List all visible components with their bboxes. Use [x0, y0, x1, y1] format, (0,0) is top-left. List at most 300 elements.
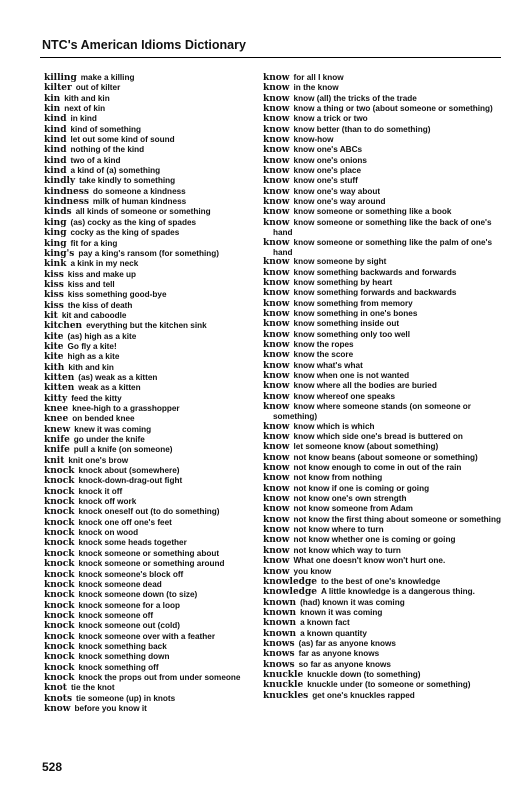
entry-phrase: knock something down — [78, 652, 170, 662]
index-entry — [44, 73, 262, 83]
index-entry — [263, 218, 503, 238]
entry-phrase: do someone a kindness — [92, 186, 186, 196]
entry-phrase: know something forwards and backwards — [293, 288, 457, 298]
index-entry — [44, 559, 262, 569]
entry-phrase: pay a king's ransom (for something) — [78, 248, 220, 258]
entry-phrase: pull a knife (on someone) — [73, 445, 173, 455]
index-entry — [263, 268, 503, 278]
entry-phrase: know (all) the tricks of the trade — [293, 93, 417, 103]
index-entry — [263, 577, 503, 587]
index-entry — [263, 83, 503, 93]
index-entry — [44, 570, 262, 580]
index-entry — [263, 515, 503, 525]
entry-headword: knows — [263, 659, 295, 670]
entry-phrase: know one's place — [293, 166, 361, 176]
entry-phrase: knock the props out from under someone — [78, 672, 241, 682]
entry-phrase: out of kilter — [75, 83, 121, 93]
entry-headword: knock — [44, 548, 75, 559]
index-entry — [44, 590, 262, 600]
index-entry — [263, 494, 503, 504]
entry-headword: killing — [44, 73, 77, 83]
entry-headword: know — [263, 93, 290, 104]
entry-phrase: know a thing or two (about someone or something) — [293, 104, 493, 114]
entry-headword: kite — [44, 331, 64, 342]
entry-phrase: high as a kite — [67, 352, 120, 362]
index-entry — [44, 425, 262, 435]
entry-phrase: knock about (somewhere) — [78, 466, 180, 476]
entry-headword: knock — [44, 610, 75, 621]
entry-headword: know — [263, 350, 290, 361]
entry-phrase: know one's way about — [293, 186, 381, 196]
entry-phrase: cocky as the king of spades — [70, 228, 180, 238]
entry-phrase: know one's way around — [293, 197, 386, 207]
entry-phrase: know where all the bodies are buried — [293, 381, 437, 391]
entry-phrase: make a killing — [80, 73, 135, 82]
entry-phrase: a known fact — [300, 618, 350, 628]
entry-headword: knock — [44, 662, 75, 673]
index-entry — [44, 518, 262, 528]
entry-phrase: knuckle down (to something) — [307, 669, 421, 679]
index-entry — [44, 207, 262, 217]
index-entry — [44, 549, 262, 559]
entry-phrase: knock someone dead — [78, 579, 162, 589]
entry-headword: know — [263, 104, 290, 115]
entry-headword: knit — [44, 455, 65, 466]
index-entry — [44, 156, 262, 166]
entry-headword: knock — [44, 579, 75, 590]
entry-phrase: (as) far as anyone knows — [298, 638, 396, 648]
entry-phrase: let out some kind of sound — [70, 135, 175, 145]
entry-headword: know — [263, 308, 290, 319]
index-entry — [44, 538, 262, 548]
entry-phrase: knock some heads together — [78, 538, 187, 548]
entry-headword: know — [263, 257, 290, 268]
entry-phrase: knock someone or something about — [78, 548, 220, 558]
entry-headword: know — [263, 556, 290, 567]
entry-phrase: not know from nothing — [293, 473, 383, 483]
entry-phrase: knock-down-drag-out fight — [78, 476, 183, 486]
index-entry — [263, 649, 503, 659]
entry-headword: knots — [44, 693, 73, 704]
index-entry — [44, 642, 262, 652]
entry-phrase: know something backwards and forwards — [293, 267, 457, 277]
index-entry — [44, 632, 262, 642]
entry-phrase: kiss and make up — [67, 269, 137, 279]
entry-headword: know — [263, 421, 290, 432]
entry-headword: know — [263, 329, 290, 340]
index-entry — [44, 476, 262, 486]
index-entry — [263, 135, 503, 145]
entry-headword: know — [263, 504, 290, 515]
entry-phrase: feed the kitty — [71, 393, 122, 403]
index-entry — [263, 432, 503, 442]
entry-phrase: knuckle under (to someone or something) — [307, 680, 471, 690]
index-entry — [44, 414, 262, 424]
entry-phrase: get one's knuckles rapped — [312, 690, 415, 700]
entry-headword: known — [263, 607, 297, 618]
entry-headword: know — [263, 514, 290, 525]
entry-headword: kitten — [44, 372, 75, 383]
entry-phrase: far as anyone knows — [298, 649, 380, 659]
entry-headword: kind — [44, 166, 67, 177]
entry-headword: know — [263, 319, 290, 330]
index-entry — [263, 504, 503, 514]
entry-headword: know — [263, 176, 290, 187]
entry-headword: knowledge — [263, 587, 317, 598]
index-entry — [44, 373, 262, 383]
entry-headword: kind — [44, 124, 67, 135]
index-entry — [263, 319, 503, 329]
entry-headword: kinds — [44, 207, 72, 218]
entry-phrase: knock someone off — [78, 610, 154, 620]
entry-phrase: knit one's brow — [68, 455, 129, 465]
index-entry — [44, 683, 262, 693]
entry-phrase: What one doesn't know won't hurt one. — [293, 556, 446, 566]
entry-phrase: know the score — [293, 350, 354, 360]
index-entry — [44, 145, 262, 155]
entry-headword: kindness — [44, 197, 89, 208]
entry-headword: know — [263, 339, 290, 350]
index-entry — [263, 278, 503, 288]
index-entry — [44, 497, 262, 507]
entry-phrase: know the ropes — [293, 339, 354, 349]
entry-headword: know — [263, 166, 290, 177]
entry-headword: know — [263, 535, 290, 546]
index-entry — [263, 288, 503, 298]
entry-headword: knock — [44, 569, 75, 580]
entry-headword: kindly — [44, 176, 76, 187]
entry-phrase: weak as a kitten — [78, 383, 141, 393]
entry-headword: kite — [44, 352, 64, 363]
index-entry — [263, 691, 503, 701]
entry-phrase: Go fly a kite! — [67, 341, 117, 351]
entry-phrase: to the best of one's knowledge — [321, 576, 441, 586]
index-entry — [263, 546, 503, 556]
index-entry — [263, 381, 503, 391]
left-column — [44, 73, 262, 714]
entry-headword: know — [263, 360, 290, 371]
entry-headword: knock — [44, 631, 75, 642]
entry-phrase: knock someone out (cold) — [78, 621, 180, 631]
entry-phrase: (had) known it was coming — [300, 597, 405, 607]
entry-headword: kind — [44, 135, 67, 146]
entry-headword: kindness — [44, 186, 89, 197]
entry-phrase: know which side one's bread is buttered on — [293, 432, 463, 442]
index-entry — [44, 601, 262, 611]
index-entry — [263, 525, 503, 535]
entry-phrase: know something by heart — [293, 277, 393, 287]
index-entry — [263, 125, 503, 135]
entry-phrase: not know if one is coming or going — [293, 483, 430, 493]
entry-headword: kiss — [44, 269, 64, 280]
entry-phrase: A little knowledge is a dangerous thing. — [321, 587, 475, 597]
index-entry — [263, 350, 503, 360]
entry-headword: knock — [44, 476, 75, 487]
entry-phrase: kit and caboodle — [61, 310, 127, 320]
index-entry — [44, 704, 262, 714]
entry-headword: kiss — [44, 300, 64, 311]
index-entry — [263, 567, 503, 577]
entry-phrase: know something inside out — [293, 319, 400, 329]
entry-phrase: kith and kin — [68, 362, 114, 372]
index-entry — [44, 694, 262, 704]
entry-phrase: knock one off one's feet — [78, 517, 172, 527]
entry-phrase: in kind — [70, 114, 97, 124]
entry-headword: knock — [44, 507, 75, 518]
index-entry — [263, 176, 503, 186]
entry-headword: kite — [44, 341, 64, 352]
entry-phrase: knock someone for a loop — [78, 600, 180, 610]
entry-headword: knife — [44, 445, 70, 456]
index-entry — [263, 156, 503, 166]
entry-headword: knuckles — [263, 690, 309, 701]
entry-phrase: knock something back — [78, 641, 167, 651]
entry-headword: know — [263, 135, 290, 146]
entry-phrase: kiss and tell — [67, 279, 115, 289]
entry-headword: know — [263, 267, 290, 278]
entry-headword: know — [263, 186, 290, 197]
index-entry — [44, 652, 262, 662]
index-entry — [44, 197, 262, 207]
entry-headword: know — [263, 463, 290, 474]
entry-phrase: know someone or something like the back of one's hand — [273, 217, 492, 238]
index-entry — [263, 402, 503, 422]
index-entry — [44, 321, 262, 331]
index-entry — [44, 104, 262, 114]
index-entry — [44, 445, 262, 455]
entry-phrase: know someone or something like a book — [293, 207, 452, 217]
index-entry — [263, 473, 503, 483]
index-entry — [263, 299, 503, 309]
entry-phrase: know someone or something like the palm of one's hand — [273, 237, 493, 257]
entry-headword: kind — [44, 145, 67, 156]
index-entry — [263, 238, 503, 258]
index-entry — [263, 197, 503, 207]
index-entry — [44, 466, 262, 476]
index-entry — [263, 371, 503, 381]
index-entry — [44, 663, 262, 673]
entry-headword: knock — [44, 600, 75, 611]
entry-phrase: tie someone (up) in knots — [76, 693, 176, 703]
entry-phrase: knock off work — [78, 497, 137, 507]
entry-headword: know — [263, 494, 290, 505]
entry-headword: kitten — [44, 383, 75, 394]
entry-phrase: for all I know — [293, 73, 344, 82]
entry-headword: knows — [263, 638, 295, 649]
entry-headword: kitty — [44, 393, 68, 404]
entry-phrase: know someone by sight — [293, 257, 387, 267]
entry-headword: knock — [44, 672, 75, 683]
entry-phrase: know-how — [293, 135, 334, 145]
index-entry — [263, 207, 503, 217]
index-entry — [44, 114, 262, 124]
index-entry — [263, 94, 503, 104]
index-entry — [44, 270, 262, 280]
entry-headword: knee — [44, 404, 69, 414]
index-entry — [44, 94, 262, 104]
index-entry — [263, 587, 503, 597]
index-entry — [44, 528, 262, 538]
index-entry — [263, 104, 503, 114]
entry-phrase: know one's onions — [293, 155, 367, 165]
entry-phrase: know where someone stands (on someone or something) — [273, 402, 471, 422]
index-entry — [263, 392, 503, 402]
entry-phrase: not know one's own strength — [293, 494, 407, 504]
index-entry — [44, 218, 262, 228]
index-entry — [44, 487, 262, 497]
entry-phrase: kind of something — [70, 124, 142, 134]
index-entry — [263, 608, 503, 618]
index-entry — [263, 187, 503, 197]
entry-phrase: knock someone over with a feather — [78, 631, 216, 641]
entry-phrase: (as) cocky as the king of spades — [70, 217, 197, 227]
index-entry — [44, 228, 262, 238]
entry-headword: know — [263, 145, 290, 156]
entry-phrase: all kinds of someone or something — [75, 207, 211, 217]
index-entry — [263, 680, 503, 690]
entry-phrase: not know which way to turn — [293, 545, 401, 555]
index-entry — [44, 611, 262, 621]
entry-phrase: knew it was coming — [74, 424, 152, 434]
entry-headword: knife — [44, 435, 70, 446]
index-entry — [44, 342, 262, 352]
entry-headword: knows — [263, 649, 295, 660]
right-column — [263, 73, 503, 701]
entry-phrase: know something from memory — [293, 298, 413, 308]
entry-headword: knock — [44, 528, 75, 539]
entry-phrase: everything but the kitchen sink — [86, 321, 207, 331]
index-entry — [263, 535, 503, 545]
index-entry — [263, 114, 503, 124]
entry-phrase: knock it off — [78, 486, 123, 496]
entry-phrase: knock on wood — [78, 528, 139, 538]
entry-headword: kilter — [44, 83, 72, 94]
entry-phrase: so far as anyone knows — [298, 659, 391, 669]
index-entry — [44, 290, 262, 300]
entry-headword: knock — [44, 621, 75, 632]
entry-phrase: next of kin — [64, 104, 106, 114]
index-entry — [263, 598, 503, 608]
index-entry — [263, 422, 503, 432]
entry-phrase: tie the knot — [70, 683, 115, 693]
entry-phrase: nothing of the kind — [70, 145, 145, 155]
entry-phrase: a known quantity — [300, 628, 367, 638]
entry-headword: known — [263, 597, 297, 608]
index-entry — [44, 239, 262, 249]
entry-phrase: a kind of (a) something — [70, 166, 161, 176]
index-entry — [44, 621, 262, 631]
index-entry — [44, 187, 262, 197]
entry-headword: kit — [44, 310, 58, 321]
entry-phrase: knee-high to a grasshopper — [72, 404, 180, 413]
entry-headword: know — [263, 432, 290, 443]
entry-phrase: know whereof one speaks — [293, 391, 395, 401]
entry-phrase: on bended knee — [72, 414, 135, 424]
entry-headword: knuckle — [263, 680, 304, 691]
entry-headword: kith — [44, 362, 65, 373]
entry-headword: know — [263, 298, 290, 309]
entry-headword: king — [44, 238, 67, 249]
index-entry — [44, 332, 262, 342]
entry-headword: know — [263, 381, 290, 392]
entry-phrase: not know whether one is coming or going — [293, 535, 456, 545]
entry-phrase: not know beans (about someone or something) — [293, 452, 478, 462]
entry-headword: king — [44, 217, 67, 228]
index-entry — [263, 257, 503, 267]
entry-headword: knock — [44, 486, 75, 497]
entry-phrase: knock someone's block off — [78, 569, 184, 579]
entry-headword: knock — [44, 517, 75, 528]
entry-headword: knock — [44, 641, 75, 652]
index-entry — [44, 125, 262, 135]
entry-headword: know — [263, 197, 290, 208]
index-entry — [44, 352, 262, 362]
index-entry — [263, 556, 503, 566]
index-entry — [44, 456, 262, 466]
entry-headword: know — [263, 73, 290, 83]
entry-headword: knew — [44, 424, 71, 435]
index-entry — [263, 145, 503, 155]
entry-headword: knock — [44, 590, 75, 601]
entry-headword: knock — [44, 466, 75, 477]
index-entry — [263, 639, 503, 649]
entry-headword: know — [263, 155, 290, 166]
entry-headword: know — [263, 545, 290, 556]
entry-phrase: a kink in my neck — [70, 259, 139, 269]
entry-phrase: not know enough to come in out of the rain — [293, 463, 462, 473]
entry-phrase: not know where to turn — [293, 525, 384, 535]
entry-headword: know — [263, 288, 290, 299]
entry-phrase: fit for a king — [70, 238, 118, 248]
entry-phrase: know when one is not wanted — [293, 370, 410, 380]
entry-headword: know — [263, 237, 290, 248]
index-entry — [44, 673, 262, 683]
entry-headword: knock — [44, 559, 75, 570]
entry-phrase: kith and kin — [64, 93, 110, 103]
entry-headword: knot — [44, 683, 67, 694]
entry-headword: knowledge — [263, 576, 317, 587]
page-header: NTC's American Idioms Dictionary — [42, 38, 246, 52]
entry-headword: know — [263, 370, 290, 381]
index-entry — [263, 442, 503, 452]
index-entry — [263, 73, 503, 83]
entry-headword: known — [263, 618, 297, 629]
entry-headword: know — [263, 452, 290, 463]
index-entry — [44, 435, 262, 445]
header-rule — [40, 57, 501, 58]
entry-headword: kink — [44, 259, 67, 270]
entry-headword: know — [263, 207, 290, 218]
entry-phrase: kiss something good-bye — [67, 290, 167, 300]
entry-phrase: (as) weak as a kitten — [78, 372, 158, 382]
entry-phrase: the kiss of death — [67, 300, 133, 310]
entry-headword: kiss — [44, 290, 64, 301]
index-entry — [263, 484, 503, 494]
entry-phrase: not know someone from Adam — [293, 504, 413, 514]
entry-headword: know — [263, 483, 290, 494]
index-entry — [263, 340, 503, 350]
entry-headword: know — [263, 473, 290, 484]
entry-phrase: go under the knife — [73, 435, 145, 445]
entry-headword: know — [263, 566, 290, 577]
entry-headword: know — [44, 703, 71, 714]
index-entry — [44, 259, 262, 269]
entry-headword: knee — [44, 414, 69, 425]
entry-headword: know — [263, 83, 290, 94]
entry-headword: knock — [44, 538, 75, 549]
entry-phrase: knock something off — [78, 662, 159, 672]
index-entry — [44, 580, 262, 590]
